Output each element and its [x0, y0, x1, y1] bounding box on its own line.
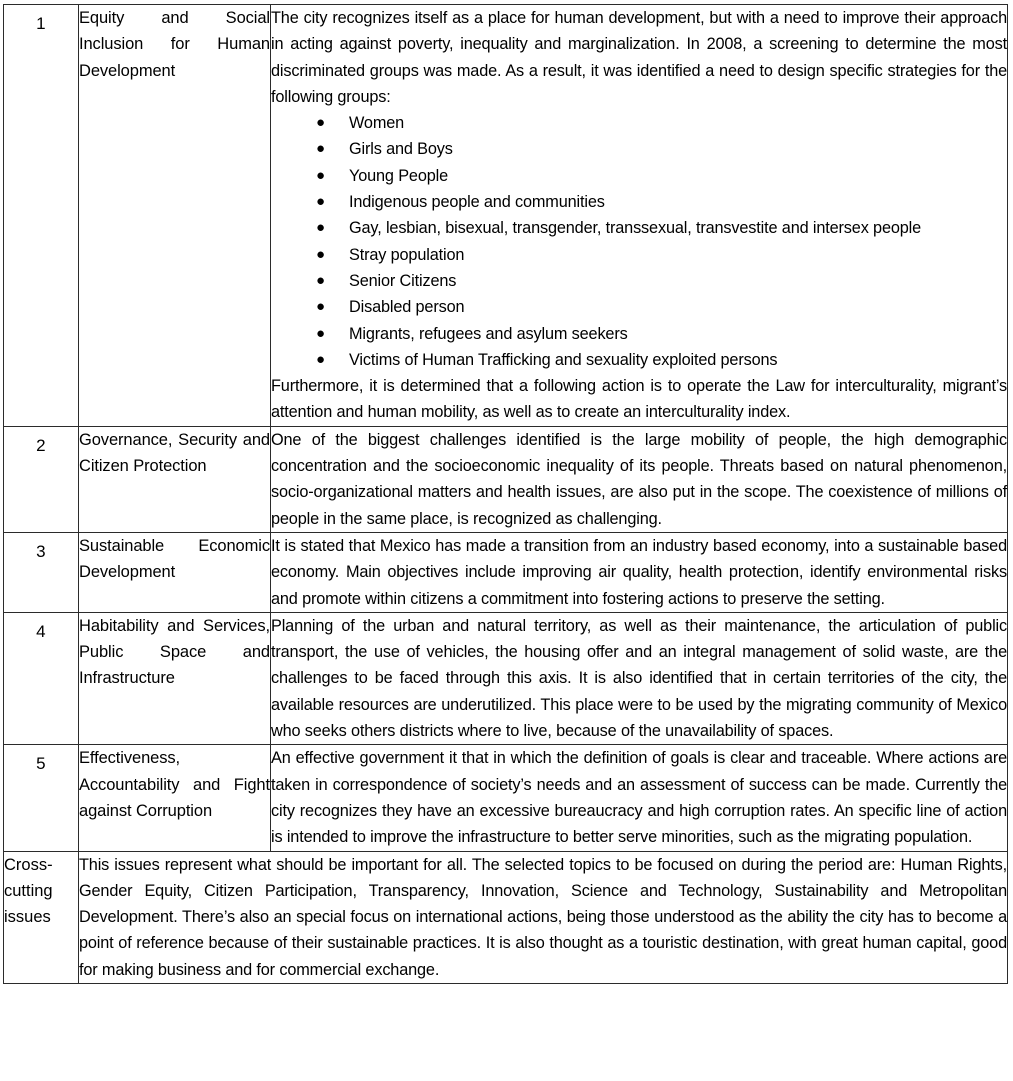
row-axis-cell	[79, 532, 271, 612]
table-row	[4, 745, 1008, 851]
table-row	[4, 532, 1008, 612]
list-item-label: Women	[349, 114, 405, 133]
list-item	[271, 163, 1007, 189]
list-item	[271, 110, 1007, 136]
list-item	[271, 321, 1007, 347]
target-groups-list	[271, 110, 1007, 373]
bullet-icon: ●	[316, 193, 325, 211]
description-text: This issues represent what should be important for all. The selected topics to be focused on during the period are: Human Rights, Gender Equity, Citizen Participation, Transparency, Innovation, Science and Technology, Sustainability and Metropolitan Development. There’s also an special focus on international actions, being those understood as the ability the city has to become a point of reference because of their sustainable practices. It is also thought as a touristic destination, with great human capital, good for making business and for commercial exchange.	[79, 855, 1007, 979]
bullet-icon: ●	[316, 271, 325, 289]
list-item	[271, 136, 1007, 162]
axis-title: Sustainable Economic Development	[79, 536, 270, 582]
row-number-cell: 5	[4, 745, 79, 851]
bullet-icon: ●	[316, 219, 325, 237]
axis-title: Equity and Social Inclusion for Human Development	[79, 9, 270, 80]
list-item-label: Senior Citizens	[349, 271, 457, 290]
table-row	[4, 426, 1008, 532]
row-axis-cell	[79, 426, 271, 532]
list-item-label: Stray population	[349, 245, 465, 264]
row-axis-cell	[79, 5, 271, 427]
bullet-icon: ●	[316, 245, 325, 263]
bullet-icon: ●	[316, 324, 325, 342]
list-item-label: Disabled person	[349, 298, 465, 317]
cross-cutting-label: Cross-cutting issues	[4, 855, 53, 927]
list-item	[271, 242, 1007, 268]
bullet-icon: ●	[316, 298, 325, 316]
row-description-cell	[271, 612, 1008, 744]
bullet-icon: ●	[316, 166, 325, 184]
cross-cutting-label-cell	[4, 851, 79, 983]
description-intro: The city recognizes itself as a place for human development, but with a need to improve their approach in acting against poverty, inequality and marginalization. In 2008, a screening to determine the most discriminated groups was made. As a result, it was identified a need to design specific strategies for the following groups:	[271, 9, 1007, 106]
axis-title: Governance, Security and Citizen Protection	[79, 430, 270, 476]
row-description-cell	[271, 532, 1008, 612]
row-number-cell: 2	[4, 426, 79, 532]
description-text: Planning of the urban and natural territory, as well as their maintenance, the articulation of public transport, the use of vehicles, the housing offer and an integral management of solid waste, are the challenges to be faced through this axis. It is also identified that in certain territories of the city, the available resources are underutilized. This place were to be used by the migrating community of Mexico who seeks others districts where to live, because of the unavailability of spaces.	[271, 616, 1007, 741]
row-description-cell	[271, 426, 1008, 532]
bullet-icon: ●	[316, 114, 325, 132]
list-item-label: Migrants, refugees and asylum seekers	[349, 324, 628, 343]
list-item-label: Indigenous people and communities	[349, 193, 605, 212]
bullet-icon: ●	[316, 140, 325, 158]
axis-title: Habitability and Services, Public Space and Infrastructure	[79, 616, 270, 688]
list-item-label: Gay, lesbian, bisexual, transgender, transsexual, transvestite and intersex people	[349, 219, 922, 238]
row-number-cell: 1	[4, 5, 79, 427]
list-item	[271, 294, 1007, 320]
table-row	[4, 612, 1008, 744]
row-description-cell	[271, 745, 1008, 851]
table-row	[4, 5, 1008, 427]
row-description-cell	[271, 5, 1008, 427]
row-axis-cell	[79, 745, 271, 851]
list-item	[271, 215, 1007, 241]
cross-cutting-row	[4, 851, 1008, 983]
list-item	[271, 189, 1007, 215]
row-number-cell: 4	[4, 612, 79, 744]
description-text: It is stated that Mexico has made a transition from an industry based economy, into a sustainable based economy. Main objectives include improving air quality, health protection, identify environmental risks and promote within citizens a commitment into fostering actions to preserve the setting.	[271, 536, 1007, 608]
cross-cutting-description-cell	[79, 851, 1008, 983]
description-text: An effective government it that in which the definition of goals is clear and traceable. Where actions are taken in correspondence of society’s needs and an assessment of success can be made. Currently the city recognizes they have an excessive bureaucracy and high corruption rates. An specific line of action is intended to improve the infrastructure to better serve minorities, such as the migrating population.	[271, 749, 1007, 847]
list-item-label: Victims of Human Trafficking and sexuality exploited persons	[349, 350, 778, 369]
document-table-container	[3, 4, 1007, 984]
list-item	[271, 268, 1007, 294]
axis-title: Effectiveness, Accountability and Fight against Corruption	[79, 749, 270, 820]
row-axis-cell	[79, 612, 271, 744]
bullet-icon: ●	[316, 350, 325, 368]
table-body	[4, 5, 1008, 984]
list-item-label: Girls and Boys	[349, 140, 453, 159]
axes-table	[3, 4, 1008, 984]
description-outro: Furthermore, it is determined that a following action is to operate the Law for interculturality, migrant’s attention and human mobility, as well as to create an interculturality index.	[271, 377, 1007, 422]
row-number-cell: 3	[4, 532, 79, 612]
description-text: One of the biggest challenges identified is the large mobility of people, the high demographic concentration and the socioeconomic inequality of its people. Threats based on natural phenomenon, socio-organizational matters and health issues, are also put in the scope. The coexistence of millions of people in the same place, is recognized as challenging.	[271, 430, 1007, 528]
list-item-label: Young People	[349, 166, 449, 185]
list-item	[271, 347, 1007, 373]
